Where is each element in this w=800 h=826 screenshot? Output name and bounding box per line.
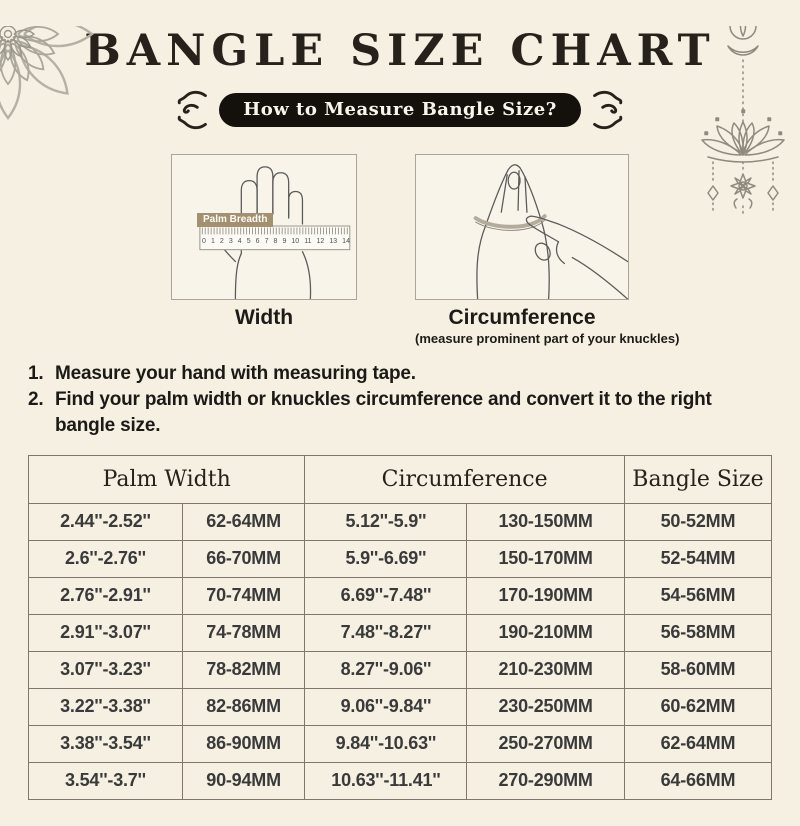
- ruler-number: 14: [342, 238, 350, 245]
- left-flourish-icon: [173, 87, 209, 133]
- hand-ruler-drawing: [172, 155, 356, 299]
- table-cell: 52-54MM: [624, 540, 771, 577]
- hand-tape-drawing: [416, 155, 628, 299]
- ruler-number: 3: [228, 238, 233, 245]
- circumference-header: Circumference: [305, 455, 624, 503]
- table-row: [29, 651, 772, 688]
- ruler-number: 0: [202, 238, 206, 245]
- bangle-size-chart-page: [0, 26, 800, 826]
- ruler-number: 6: [255, 238, 260, 245]
- instruction-2-number: 2.: [28, 389, 44, 411]
- ruler-number: 2: [219, 238, 224, 245]
- bangle-size-table: [28, 455, 772, 800]
- table-cell: 250-270MM: [467, 725, 625, 762]
- instruction-1-number: 1.: [28, 363, 44, 384]
- table-cell: 9.06''-9.84'': [305, 688, 467, 725]
- ruler-number: 11: [304, 238, 312, 245]
- table-cell: 2.44''-2.52'': [29, 503, 183, 540]
- ruler-number: 8: [273, 238, 278, 245]
- table-cell: 3.07''-3.23'': [29, 651, 183, 688]
- table-cell: 82-86MM: [182, 688, 305, 725]
- table-cell: 150-170MM: [467, 540, 625, 577]
- width-caption: Width: [234, 306, 294, 329]
- table-cell: 3.54''-3.7'': [29, 762, 183, 799]
- caption-row: [0, 306, 800, 346]
- table-cell: 56-58MM: [624, 614, 771, 651]
- table-cell: 74-78MM: [182, 614, 305, 651]
- table-cell: 78-82MM: [182, 651, 305, 688]
- table-cell: 58-60MM: [624, 651, 771, 688]
- subtitle-row: [0, 87, 800, 133]
- illustration-row: [0, 154, 800, 300]
- ruler-number: 12: [316, 238, 325, 245]
- table-cell: 270-290MM: [467, 762, 625, 799]
- table-cell: 50-52MM: [624, 503, 771, 540]
- ruler-number: 9: [282, 238, 287, 245]
- ruler-number: 13: [329, 238, 338, 245]
- table-cell: 64-66MM: [624, 762, 771, 799]
- table-cell: 130-150MM: [467, 503, 625, 540]
- table-cell: 230-250MM: [467, 688, 625, 725]
- table-cell: 62-64MM: [624, 725, 771, 762]
- ruler-number: 4: [237, 238, 242, 245]
- instruction-1: [28, 361, 768, 387]
- table-cell: 2.6''-2.76'': [29, 540, 183, 577]
- table-cell: 2.91''-3.07'': [29, 614, 183, 651]
- right-flourish-icon: [591, 87, 627, 133]
- table-row: [29, 614, 772, 651]
- width-illustration: [171, 154, 357, 300]
- table-cell: 210-230MM: [467, 651, 625, 688]
- table-cell: 3.22''-3.38'': [29, 688, 183, 725]
- table-cell: 10.63''-11.41'': [305, 762, 467, 799]
- table-row: [29, 725, 772, 762]
- table-cell: 5.12''-5.9'': [305, 503, 467, 540]
- table-cell: 54-56MM: [624, 577, 771, 614]
- table-cell: 5.9''-6.69'': [305, 540, 467, 577]
- table-cell: 3.38''-3.54'': [29, 725, 183, 762]
- bangle-size-header: Bangle Size: [624, 455, 771, 503]
- table-cell: 170-190MM: [467, 577, 625, 614]
- table-row: [29, 762, 772, 799]
- circumference-illustration: [415, 154, 629, 300]
- table-cell: 66-70MM: [182, 540, 305, 577]
- table-header-row: [29, 455, 772, 503]
- circumference-note: (measure prominent part of your knuckles): [415, 331, 680, 346]
- circumference-caption: Circumference: [448, 306, 596, 329]
- table-cell: 190-210MM: [467, 614, 625, 651]
- table-cell: 60-62MM: [624, 688, 771, 725]
- page-title: BANGLE SIZE CHART: [84, 26, 716, 76]
- table-row: [29, 540, 772, 577]
- ruler-number: 5: [246, 238, 251, 245]
- table-cell: 7.48''-8.27'': [305, 614, 467, 651]
- instruction-2-text: Find your palm width or knuckles circumference and convert it to the right bangle size.: [55, 389, 712, 437]
- table-cell: 70-74MM: [182, 577, 305, 614]
- table-row: [29, 503, 772, 540]
- how-to-measure-pill: How to Measure Bangle Size?: [219, 93, 581, 127]
- ruler-number: 10: [291, 238, 300, 245]
- instruction-2: [28, 387, 768, 439]
- instruction-1-text: Measure your hand with measuring tape.: [55, 363, 416, 384]
- ruler-number: 1: [210, 238, 215, 245]
- table-cell: 86-90MM: [182, 725, 305, 762]
- palm-width-header: Palm Width: [29, 455, 305, 503]
- ruler-numbers: [202, 238, 350, 245]
- ruler-number: 7: [264, 238, 269, 245]
- table-cell: 6.69''-7.48'': [305, 577, 467, 614]
- table-cell: 8.27''-9.06'': [305, 651, 467, 688]
- palm-breadth-label: Palm Breadth: [197, 213, 273, 227]
- table-row: [29, 688, 772, 725]
- instructions: [28, 361, 768, 440]
- table-cell: 2.76''-2.91'': [29, 577, 183, 614]
- table-body: [29, 503, 772, 799]
- table-cell: 62-64MM: [182, 503, 305, 540]
- table-cell: 90-94MM: [182, 762, 305, 799]
- table-row: [29, 577, 772, 614]
- table-cell: 9.84''-10.63'': [305, 725, 467, 762]
